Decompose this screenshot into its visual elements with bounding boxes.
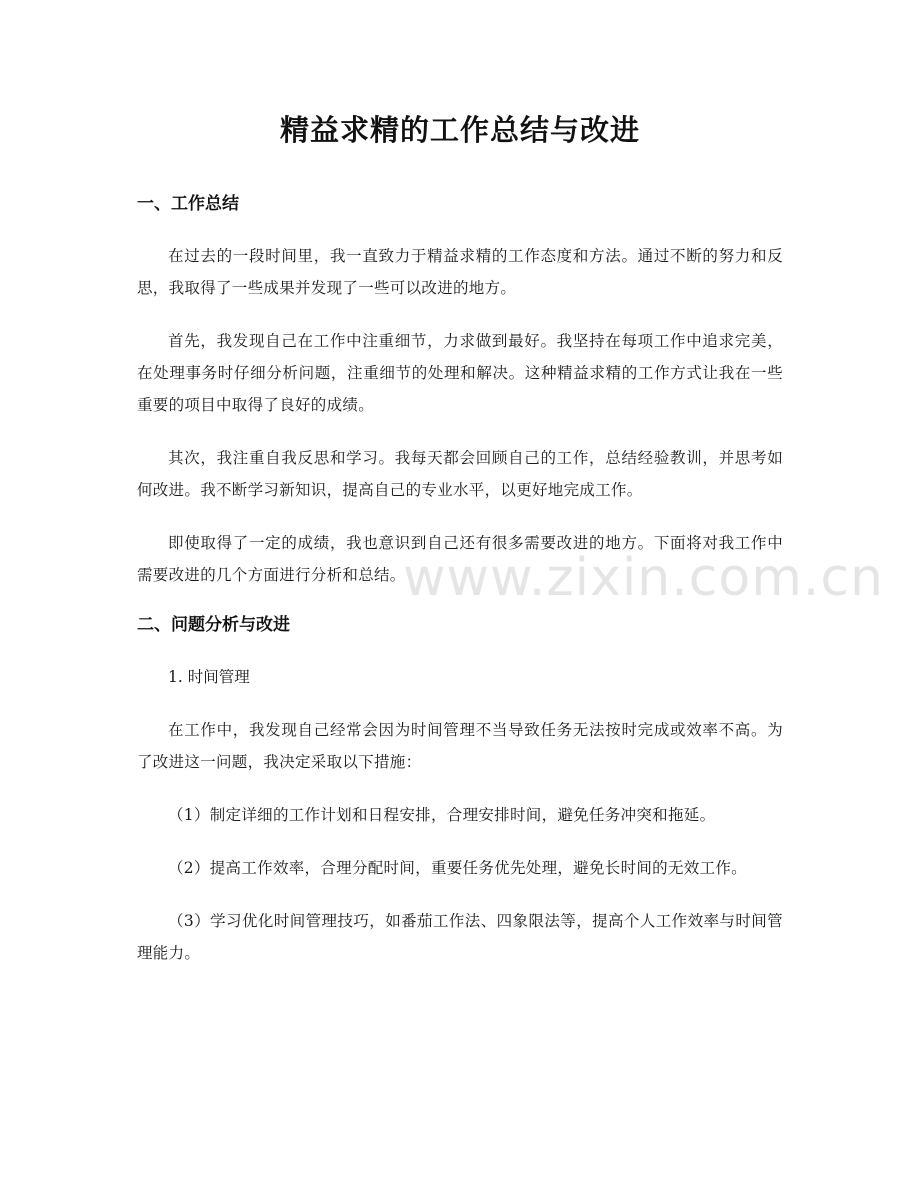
section-heading-problem-analysis: 二、问题分析与改进 — [137, 615, 290, 635]
document-title: 精益求精的工作总结与改进 — [279, 113, 640, 147]
section-heading-work-summary: 一、工作总结 — [137, 194, 239, 214]
measure-item: （3）学习优化时间管理技巧，如番茄工作法、四象限法等，提高个人工作效率与时间管理能力。 — [137, 912, 783, 962]
paragraph: 在过去的一段时间里，我一直致力于精益求精的工作态度和方法。通过不断的努力和反思，我取得了一些成果并发现了一些可以改进的地方。 — [137, 247, 783, 297]
watermark: www.zixin.com.cn — [403, 548, 884, 608]
subheading-time-management: 1. 时间管理 — [168, 668, 250, 686]
paragraph: 在工作中，我发现自己经常会因为时间管理不当导致任务无法按时完成或效率不高。为了改进这一问题，我决定采取以下措施： — [137, 721, 783, 771]
measure-item: （1）制定详细的工作计划和日程安排，合理安排时间，避免任务冲突和拖延。 — [168, 806, 716, 824]
paragraph: 首先，我发现自己在工作中注重细节，力求做到最好。我坚持在每项工作中追求完美，在处理事务时仔细分析问题，注重细节的处理和解决。这种精益求精的工作方式让我在一些重要的项目中取得了良好的成绩。 — [137, 332, 783, 414]
measure-item: （2）提高工作效率，合理分配时间，重要任务优先处理，避免长时间的无效工作。 — [168, 859, 747, 877]
paragraph: 其次，我注重自我反思和学习。我每天都会回顾自己的工作，总结经验教训，并思考如何改进。我不断学习新知识，提高自己的专业水平，以更好地完成工作。 — [137, 449, 783, 499]
paragraph: 即使取得了一定的成绩，我也意识到自己还有很多需要改进的地方。下面将对我工作中需要改进的几个方面进行分析和总结。 — [137, 534, 783, 584]
